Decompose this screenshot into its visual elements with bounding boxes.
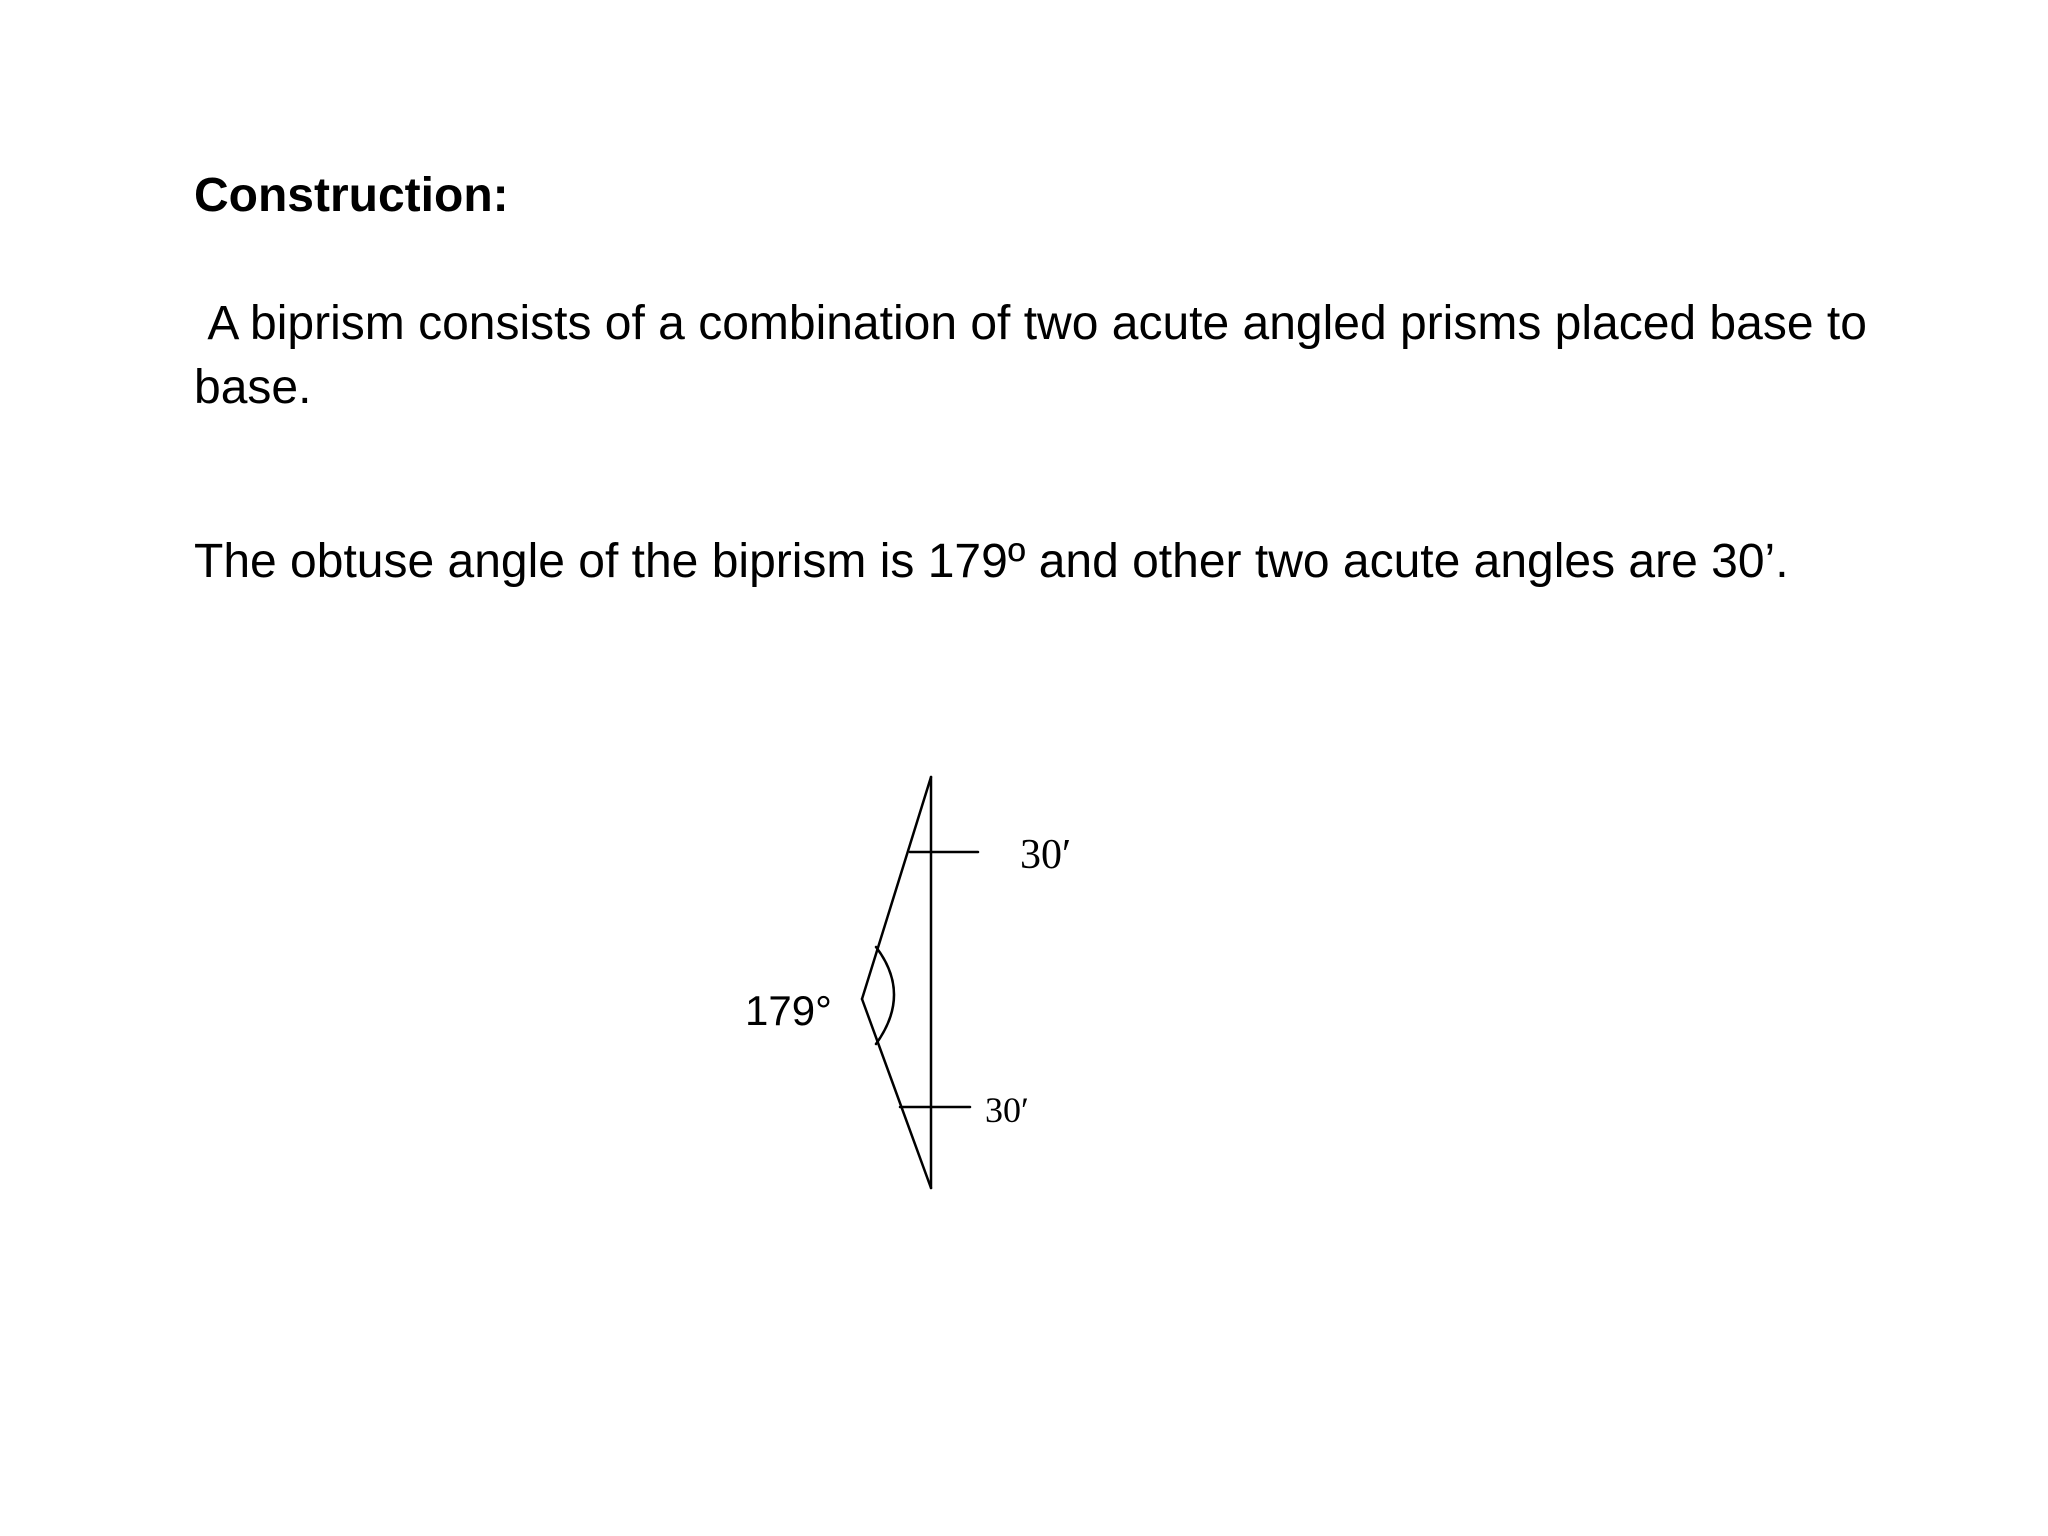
lower-acute-angle-label: 30′: [985, 1090, 1029, 1130]
slide-heading: Construction:: [194, 169, 509, 222]
paragraph-biprism-definition: A biprism consists of a combination of two acute angled prisms placed base to base.: [194, 297, 1881, 414]
biprism-lower-face: [862, 999, 931, 1188]
obtuse-angle-arc: [876, 947, 894, 1044]
paragraph-biprism-angles: The obtuse angle of the biprism is 179º and other two acute angles are 30’.: [194, 535, 1789, 588]
upper-acute-angle-label: 30′: [1020, 832, 1072, 878]
obtuse-angle-label: 179°: [745, 987, 832, 1034]
biprism-upper-face: [862, 777, 931, 999]
